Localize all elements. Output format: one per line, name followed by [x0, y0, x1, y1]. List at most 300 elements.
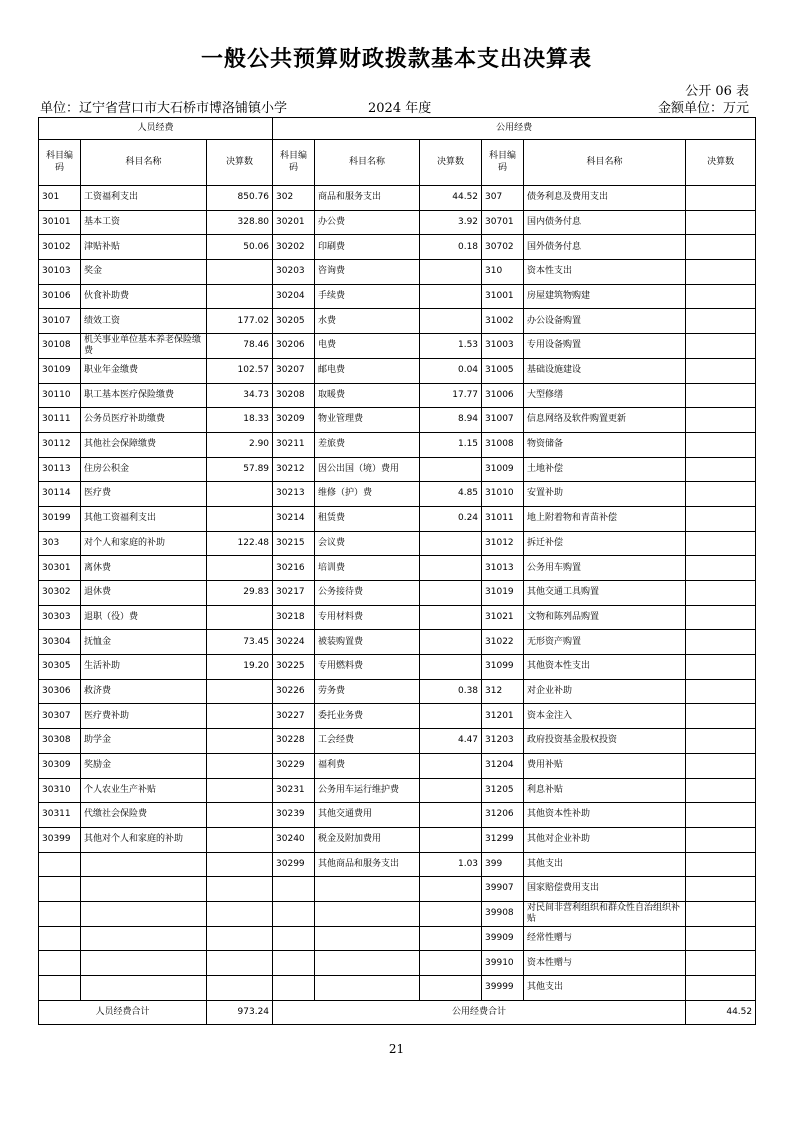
public-header: 公用经费	[273, 118, 756, 140]
table-row	[39, 432, 756, 457]
capital-amount-cell	[686, 976, 756, 1001]
personnel-code-cell	[39, 976, 81, 1001]
capital-amount-cell	[686, 852, 756, 877]
personnel-name-cell: 个人农业生产补贴	[81, 778, 207, 803]
capital-name-cell: 其他交通工具购置	[524, 581, 686, 606]
capital-amount-cell	[686, 778, 756, 803]
capital-name-cell: 信息网络及软件购置更新	[524, 408, 686, 433]
capital-name-cell: 无形资产购置	[524, 630, 686, 655]
personnel-amount-cell	[207, 729, 273, 754]
capital-amount-cell	[686, 803, 756, 828]
capital-code-cell: 310	[482, 260, 524, 285]
amount-header: 决算数	[207, 140, 273, 186]
table-row	[39, 556, 756, 581]
capital-code-cell: 39909	[482, 926, 524, 951]
public-amount-cell	[420, 951, 482, 976]
personnel-name-cell: 代缴社会保险费	[81, 803, 207, 828]
public-name-cell	[315, 926, 420, 951]
personnel-code-cell: 30304	[39, 630, 81, 655]
personnel-code-cell: 30103	[39, 260, 81, 285]
personnel-name-cell: 职业年金缴费	[81, 358, 207, 383]
public-code-cell: 30299	[273, 852, 315, 877]
personnel-header: 人员经费	[39, 118, 273, 140]
personnel-code-cell: 30308	[39, 729, 81, 754]
capital-code-cell: 30702	[482, 235, 524, 260]
capital-amount-cell	[686, 827, 756, 852]
capital-name-cell: 债务利息及费用支出	[524, 186, 686, 211]
capital-code-cell: 39907	[482, 877, 524, 902]
public-total-label: 公用经费合计	[273, 1001, 686, 1025]
table-row	[39, 778, 756, 803]
public-code-cell: 302	[273, 186, 315, 211]
public-amount-cell	[420, 976, 482, 1001]
public-amount-cell: 0.38	[420, 679, 482, 704]
capital-name-cell: 地上附着物和青苗补偿	[524, 506, 686, 531]
personnel-code-cell: 30309	[39, 753, 81, 778]
personnel-amount-cell	[207, 901, 273, 926]
public-name-cell: 水费	[315, 309, 420, 334]
public-amount-cell	[420, 581, 482, 606]
public-code-cell: 30204	[273, 284, 315, 309]
public-amount-cell	[420, 926, 482, 951]
capital-amount-cell	[686, 655, 756, 680]
capital-name-cell: 基础设施建设	[524, 358, 686, 383]
public-name-cell: 咨询费	[315, 260, 420, 285]
capital-amount-cell	[686, 432, 756, 457]
capital-amount-cell	[686, 408, 756, 433]
form-number: 公开 06 表	[685, 84, 749, 99]
table-row	[39, 581, 756, 606]
personnel-code-cell: 30399	[39, 827, 81, 852]
table-row	[39, 383, 756, 408]
personnel-amount-cell	[207, 556, 273, 581]
personnel-name-cell	[81, 877, 207, 902]
personnel-amount-cell	[207, 284, 273, 309]
personnel-amount-cell: 57.89	[207, 457, 273, 482]
public-name-cell: 公务接待费	[315, 581, 420, 606]
public-name-cell: 其他商品和服务支出	[315, 852, 420, 877]
capital-code-cell: 31009	[482, 457, 524, 482]
capital-code-cell: 31013	[482, 556, 524, 581]
public-name-cell: 工会经费	[315, 729, 420, 754]
public-code-cell: 30216	[273, 556, 315, 581]
public-amount-cell: 0.04	[420, 358, 482, 383]
capital-code-cell: 31203	[482, 729, 524, 754]
public-code-cell	[273, 926, 315, 951]
personnel-amount-cell	[207, 951, 273, 976]
personnel-code-cell: 30302	[39, 581, 81, 606]
public-name-cell: 委托业务费	[315, 704, 420, 729]
personnel-code-cell	[39, 901, 81, 926]
table-row	[39, 704, 756, 729]
public-amount-cell	[420, 877, 482, 902]
personnel-name-cell: 医疗费补助	[81, 704, 207, 729]
personnel-code-cell: 30303	[39, 605, 81, 630]
capital-code-cell: 31005	[482, 358, 524, 383]
personnel-amount-cell: 328.80	[207, 210, 273, 235]
capital-code-cell: 39908	[482, 901, 524, 926]
public-amount-cell: 1.53	[420, 334, 482, 359]
capital-name-cell: 物资储备	[524, 432, 686, 457]
capital-code-cell: 30701	[482, 210, 524, 235]
capital-amount-cell	[686, 358, 756, 383]
amount-header: 决算数	[420, 140, 482, 186]
public-code-cell: 30239	[273, 803, 315, 828]
public-code-cell: 30207	[273, 358, 315, 383]
personnel-name-cell: 职工基本医疗保险缴费	[81, 383, 207, 408]
personnel-amount-cell	[207, 852, 273, 877]
capital-name-cell: 专用设备购置	[524, 334, 686, 359]
personnel-amount-cell	[207, 827, 273, 852]
capital-name-cell: 文物和陈列品购置	[524, 605, 686, 630]
personnel-name-cell: 基本工资	[81, 210, 207, 235]
table-row	[39, 729, 756, 754]
public-amount-cell: 0.24	[420, 506, 482, 531]
capital-amount-cell	[686, 926, 756, 951]
public-code-cell: 30213	[273, 482, 315, 507]
capital-name-cell: 办公设备购置	[524, 309, 686, 334]
capital-amount-cell	[686, 235, 756, 260]
capital-amount-cell	[686, 753, 756, 778]
public-amount-cell: 3.92	[420, 210, 482, 235]
table-row	[39, 605, 756, 630]
capital-code-cell: 307	[482, 186, 524, 211]
capital-name-cell: 拆迁补偿	[524, 531, 686, 556]
capital-amount-cell	[686, 605, 756, 630]
public-code-cell: 30228	[273, 729, 315, 754]
capital-code-cell: 31021	[482, 605, 524, 630]
personnel-amount-cell	[207, 605, 273, 630]
capital-name-cell: 其他支出	[524, 976, 686, 1001]
personnel-name-cell: 机关事业单位基本养老保险缴费	[81, 334, 207, 359]
capital-amount-cell	[686, 729, 756, 754]
capital-code-cell: 31206	[482, 803, 524, 828]
public-name-cell: 印刷费	[315, 235, 420, 260]
public-name-cell: 电费	[315, 334, 420, 359]
capital-code-cell: 399	[482, 852, 524, 877]
public-amount-cell: 0.18	[420, 235, 482, 260]
capital-name-cell: 资本金注入	[524, 704, 686, 729]
capital-name-cell: 房屋建筑物购建	[524, 284, 686, 309]
personnel-name-cell: 对个人和家庭的补助	[81, 531, 207, 556]
capital-amount-cell	[686, 506, 756, 531]
public-amount-cell: 4.47	[420, 729, 482, 754]
personnel-name-cell: 助学金	[81, 729, 207, 754]
personnel-amount-cell: 2.90	[207, 432, 273, 457]
public-name-cell: 差旅费	[315, 432, 420, 457]
capital-code-cell: 31022	[482, 630, 524, 655]
public-name-cell: 会议费	[315, 531, 420, 556]
personnel-amount-cell	[207, 778, 273, 803]
unit-label: 单位：辽宁省营口市大石桥市博洛铺镇小学	[40, 101, 288, 116]
amount-header: 决算数	[686, 140, 756, 186]
page-title: 一般公共预算财政拨款基本支出决算表	[200, 47, 592, 72]
page-number: 21	[388, 1042, 405, 1056]
public-name-cell: 商品和服务支出	[315, 186, 420, 211]
capital-code-cell: 31099	[482, 655, 524, 680]
public-name-cell	[315, 877, 420, 902]
table-row	[39, 284, 756, 309]
table-row	[39, 951, 756, 976]
public-amount-cell	[420, 901, 482, 926]
public-name-cell: 取暖费	[315, 383, 420, 408]
public-amount-cell	[420, 457, 482, 482]
capital-name-cell: 大型修缮	[524, 383, 686, 408]
capital-amount-cell	[686, 901, 756, 926]
public-code-cell	[273, 976, 315, 1001]
personnel-code-cell: 30114	[39, 482, 81, 507]
capital-code-cell: 31002	[482, 309, 524, 334]
personnel-code-cell: 30102	[39, 235, 81, 260]
public-code-cell: 30229	[273, 753, 315, 778]
public-amount-cell	[420, 260, 482, 285]
capital-amount-cell	[686, 556, 756, 581]
table-row	[39, 803, 756, 828]
personnel-code-cell: 30111	[39, 408, 81, 433]
capital-amount-cell	[686, 630, 756, 655]
personnel-code-cell: 30307	[39, 704, 81, 729]
public-total-value: 44.52	[686, 1001, 756, 1025]
personnel-code-cell: 30199	[39, 506, 81, 531]
table-row	[39, 309, 756, 334]
public-amount-cell	[420, 753, 482, 778]
personnel-total-label: 人员经费合计	[39, 1001, 207, 1025]
personnel-code-cell: 30306	[39, 679, 81, 704]
public-code-cell	[273, 901, 315, 926]
capital-amount-cell	[686, 383, 756, 408]
public-name-cell: 专用材料费	[315, 605, 420, 630]
public-code-cell: 30231	[273, 778, 315, 803]
public-code-cell: 30202	[273, 235, 315, 260]
capital-name-cell: 国外债务付息	[524, 235, 686, 260]
capital-name-cell: 政府投资基金股权投资	[524, 729, 686, 754]
personnel-name-cell: 生活补助	[81, 655, 207, 680]
personnel-code-cell: 30101	[39, 210, 81, 235]
public-amount-cell	[420, 605, 482, 630]
personnel-amount-cell: 78.46	[207, 334, 273, 359]
personnel-name-cell: 伙食补助费	[81, 284, 207, 309]
capital-code-cell: 31205	[482, 778, 524, 803]
public-code-cell: 30215	[273, 531, 315, 556]
personnel-amount-cell	[207, 482, 273, 507]
table-row	[39, 506, 756, 531]
public-amount-cell: 17.77	[420, 383, 482, 408]
capital-name-cell: 经常性赠与	[524, 926, 686, 951]
public-name-cell: 物业管理费	[315, 408, 420, 433]
code-header: 科目编码	[273, 140, 315, 186]
personnel-amount-cell	[207, 926, 273, 951]
public-amount-cell	[420, 655, 482, 680]
personnel-code-cell: 30301	[39, 556, 81, 581]
personnel-amount-cell	[207, 753, 273, 778]
public-code-cell: 30225	[273, 655, 315, 680]
capital-amount-cell	[686, 334, 756, 359]
public-name-cell: 租赁费	[315, 506, 420, 531]
public-code-cell: 30217	[273, 581, 315, 606]
personnel-amount-cell: 73.45	[207, 630, 273, 655]
public-code-cell: 30208	[273, 383, 315, 408]
personnel-code-cell: 303	[39, 531, 81, 556]
table-row	[39, 457, 756, 482]
capital-code-cell: 31003	[482, 334, 524, 359]
public-name-cell: 专用燃料费	[315, 655, 420, 680]
personnel-code-cell: 30310	[39, 778, 81, 803]
capital-name-cell: 国家赔偿费用支出	[524, 877, 686, 902]
public-name-cell	[315, 976, 420, 1001]
capital-code-cell: 31204	[482, 753, 524, 778]
capital-code-cell: 39999	[482, 976, 524, 1001]
personnel-amount-cell	[207, 506, 273, 531]
personnel-name-cell	[81, 852, 207, 877]
public-amount-cell	[420, 630, 482, 655]
personnel-code-cell: 301	[39, 186, 81, 211]
personnel-amount-cell: 50.06	[207, 235, 273, 260]
capital-amount-cell	[686, 679, 756, 704]
personnel-amount-cell: 18.33	[207, 408, 273, 433]
public-code-cell: 30212	[273, 457, 315, 482]
public-name-cell: 其他交通费用	[315, 803, 420, 828]
public-amount-cell	[420, 778, 482, 803]
personnel-code-cell: 30311	[39, 803, 81, 828]
personnel-name-cell	[81, 901, 207, 926]
personnel-code-cell	[39, 852, 81, 877]
capital-code-cell: 31001	[482, 284, 524, 309]
public-name-cell: 因公出国（境）费用	[315, 457, 420, 482]
capital-amount-cell	[686, 210, 756, 235]
capital-name-cell: 其他对企业补助	[524, 827, 686, 852]
public-name-cell	[315, 901, 420, 926]
public-code-cell	[273, 951, 315, 976]
capital-name-cell: 资本性赠与	[524, 951, 686, 976]
table-row	[39, 926, 756, 951]
table-row	[39, 753, 756, 778]
capital-code-cell: 31006	[482, 383, 524, 408]
public-name-cell: 被装购置费	[315, 630, 420, 655]
capital-amount-cell	[686, 186, 756, 211]
personnel-amount-cell	[207, 704, 273, 729]
public-code-cell: 30206	[273, 334, 315, 359]
public-name-cell: 维修（护）费	[315, 482, 420, 507]
personnel-code-cell	[39, 926, 81, 951]
personnel-code-cell: 30305	[39, 655, 81, 680]
public-name-cell: 邮电费	[315, 358, 420, 383]
capital-name-cell: 安置补助	[524, 482, 686, 507]
table-row	[39, 827, 756, 852]
table-row	[39, 235, 756, 260]
personnel-name-cell: 绩效工资	[81, 309, 207, 334]
capital-name-cell: 其他支出	[524, 852, 686, 877]
personnel-name-cell	[81, 951, 207, 976]
public-name-cell	[315, 951, 420, 976]
capital-name-cell: 利息补贴	[524, 778, 686, 803]
public-amount-cell	[420, 803, 482, 828]
public-amount-cell: 1.15	[420, 432, 482, 457]
capital-name-cell: 资本性支出	[524, 260, 686, 285]
personnel-name-cell: 退职（役）费	[81, 605, 207, 630]
public-amount-cell	[420, 556, 482, 581]
capital-amount-cell	[686, 284, 756, 309]
public-code-cell: 30214	[273, 506, 315, 531]
year-label: 2024 年度	[368, 101, 432, 116]
personnel-amount-cell	[207, 877, 273, 902]
public-name-cell: 福利费	[315, 753, 420, 778]
personnel-name-cell: 奖励金	[81, 753, 207, 778]
personnel-name-cell: 医疗费	[81, 482, 207, 507]
personnel-code-cell: 30113	[39, 457, 81, 482]
table-row	[39, 482, 756, 507]
personnel-name-cell: 公务员医疗补助缴费	[81, 408, 207, 433]
capital-amount-cell	[686, 581, 756, 606]
personnel-name-cell: 其他对个人和家庭的补助	[81, 827, 207, 852]
table-row	[39, 976, 756, 1001]
table-row	[39, 334, 756, 359]
personnel-amount-cell: 850.76	[207, 186, 273, 211]
capital-code-cell: 31019	[482, 581, 524, 606]
public-name-cell: 手续费	[315, 284, 420, 309]
personnel-code-cell	[39, 877, 81, 902]
personnel-name-cell: 奖金	[81, 260, 207, 285]
capital-code-cell: 31201	[482, 704, 524, 729]
public-amount-cell	[420, 309, 482, 334]
public-code-cell: 30205	[273, 309, 315, 334]
table-row	[39, 679, 756, 704]
capital-amount-cell	[686, 877, 756, 902]
personnel-code-cell: 30108	[39, 334, 81, 359]
amount-unit-label: 金额单位：万元	[657, 101, 749, 116]
public-amount-cell	[420, 827, 482, 852]
personnel-amount-cell: 122.48	[207, 531, 273, 556]
table-row	[39, 260, 756, 285]
public-code-cell: 30201	[273, 210, 315, 235]
capital-amount-cell	[686, 457, 756, 482]
public-amount-cell	[420, 531, 482, 556]
personnel-code-cell: 30109	[39, 358, 81, 383]
personnel-code-cell	[39, 951, 81, 976]
capital-name-cell: 土地补偿	[524, 457, 686, 482]
public-code-cell: 30226	[273, 679, 315, 704]
name-header: 科目名称	[524, 140, 686, 186]
public-name-cell: 劳务费	[315, 679, 420, 704]
table-row	[39, 186, 756, 211]
capital-amount-cell	[686, 951, 756, 976]
personnel-code-cell: 30106	[39, 284, 81, 309]
public-code-cell: 30211	[273, 432, 315, 457]
personnel-amount-cell: 177.02	[207, 309, 273, 334]
personnel-name-cell: 救济费	[81, 679, 207, 704]
personnel-name-cell: 离休费	[81, 556, 207, 581]
capital-name-cell: 其他资本性支出	[524, 655, 686, 680]
capital-name-cell: 公务用车购置	[524, 556, 686, 581]
capital-code-cell: 31007	[482, 408, 524, 433]
public-code-cell: 30240	[273, 827, 315, 852]
personnel-name-cell	[81, 926, 207, 951]
personnel-amount-cell: 34.73	[207, 383, 273, 408]
public-name-cell: 培训费	[315, 556, 420, 581]
personnel-amount-cell: 29.83	[207, 581, 273, 606]
personnel-name-cell: 工资福利支出	[81, 186, 207, 211]
public-amount-cell: 4.85	[420, 482, 482, 507]
personnel-name-cell: 退休费	[81, 581, 207, 606]
table-row	[39, 408, 756, 433]
table-row	[39, 901, 756, 926]
public-name-cell: 税金及附加费用	[315, 827, 420, 852]
capital-amount-cell	[686, 260, 756, 285]
capital-amount-cell	[686, 482, 756, 507]
personnel-amount-cell	[207, 260, 273, 285]
personnel-total-value: 973.24	[207, 1001, 273, 1025]
capital-amount-cell	[686, 531, 756, 556]
personnel-name-cell: 其他工资福利支出	[81, 506, 207, 531]
